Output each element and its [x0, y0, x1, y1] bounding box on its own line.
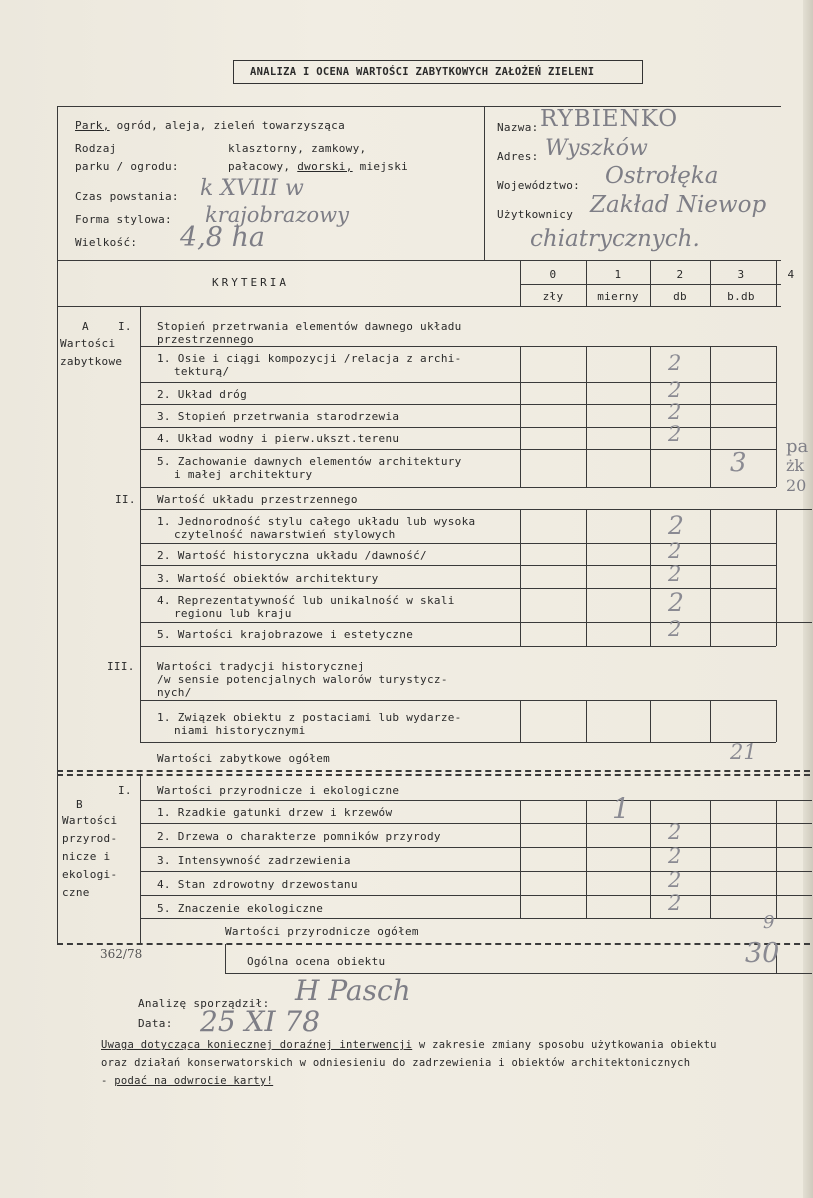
group3-title-2: /w sensie potencjalnych walorów turystycz- — [157, 673, 448, 686]
date-label: Data: — [138, 1017, 173, 1030]
a2-item-5: 5. Wartości krajobrazowe i estetyczne — [157, 628, 414, 641]
row-line — [140, 449, 776, 450]
grade-0-num: 0 — [549, 268, 557, 281]
sectionA-left-column-line — [140, 306, 141, 742]
margin-note-2: żk — [786, 456, 805, 475]
grade-4-num: 4 — [787, 268, 795, 281]
grid-v — [586, 509, 587, 646]
a1-item-3-score: 2 — [668, 400, 682, 424]
b-item-3-score: 2 — [668, 844, 682, 868]
b-item-5-score: 2 — [668, 891, 682, 915]
grid-v — [776, 700, 777, 742]
type-park-underlined: Park, — [75, 119, 110, 132]
grid-v — [520, 346, 521, 487]
group3-title-1: Wartości tradycji historycznej — [157, 660, 365, 673]
type-rest: ogród, aleja, zieleń towarzysząca — [116, 119, 346, 132]
row-line — [140, 823, 812, 824]
grid-v — [520, 800, 521, 918]
row-line — [140, 895, 812, 896]
palacowy-option: pałacowy, — [228, 160, 291, 173]
row-line — [140, 487, 776, 488]
grade-3-label: b.db — [727, 290, 755, 303]
a1-item-5-line1: 5. Zachowanie dawnych elementów architektury — [157, 455, 462, 468]
woj-value-handwritten: Ostrołęka — [605, 163, 719, 189]
a1-item-5-score: 3 — [730, 448, 747, 478]
nazwa-label: Nazwa: — [497, 121, 539, 134]
uzyt-value-1-handwritten: Zakład Niewop — [590, 192, 767, 218]
a2-item-2-score: 2 — [668, 539, 682, 563]
a2-item-4-line1: 4. Reprezentatywność lub unikalność w skali — [157, 594, 455, 607]
dworski-option-underlined: dworski, — [297, 160, 353, 173]
row-line — [140, 742, 776, 743]
a1-item-1-line2: tekturą/ — [174, 365, 230, 378]
grid-v — [710, 800, 711, 918]
grade-1-num: 1 — [614, 268, 622, 281]
grid-v — [586, 700, 587, 742]
signature-handwritten: H Pasch — [295, 974, 411, 1007]
grid-v — [520, 509, 521, 646]
row-line — [140, 871, 812, 872]
note-line-2: oraz działań konserwatorskich w odniesieniu do zadrzewienia i obiektów architektonicznych — [101, 1057, 691, 1069]
adres-value-handwritten: Wyszków — [545, 136, 648, 161]
a2-item-4-line2: regionu lub kraju — [174, 607, 292, 620]
grade-1-label: mierny — [597, 290, 639, 303]
sectionB-roman: I. — [118, 784, 132, 797]
rodzaj-label: Rodzaj — [75, 142, 117, 155]
sectionB-name-4: ekologi- — [62, 868, 118, 881]
group3-title-3: nych/ — [157, 686, 192, 699]
sectionB-name-3: nicze i — [62, 850, 111, 863]
adres-label: Adres: — [497, 150, 539, 163]
header-divider — [484, 106, 485, 260]
date-value-handwritten: 25 XI 78 — [200, 1005, 321, 1038]
sectionB-name-2: przyrod- — [62, 832, 118, 845]
row-line — [140, 646, 776, 647]
grid-v — [776, 800, 777, 918]
miejski-option: miejski — [359, 160, 409, 173]
sectionB-total-label: Wartości przyrodnicze ogółem — [225, 925, 419, 938]
sectionB-name-1: Wartości — [62, 814, 118, 827]
overall-label: Ogólna ocena obiektu — [247, 955, 386, 968]
note-line-3 — [101, 1075, 273, 1087]
columns-bottom-line — [57, 306, 781, 307]
sectionA-total-value: 21 — [730, 740, 757, 764]
grid-v — [710, 346, 711, 487]
czas-label: Czas powstania: — [75, 190, 179, 203]
group2-title: Wartość układu przestrzennego — [157, 493, 358, 506]
wielkosc-label: Wielkość: — [75, 236, 138, 249]
bottom-divider-dashed — [57, 943, 810, 945]
col-line-2 — [650, 260, 651, 306]
woj-label: Województwo: — [497, 179, 581, 192]
paper-edge — [803, 0, 813, 1198]
uzyt-label: Użytkownicy — [497, 208, 574, 221]
margin-note-3: 20 — [786, 476, 807, 495]
a1-item-1-line1: 1. Osie i ciągi kompozycji /relacja z archi- — [157, 352, 462, 365]
b-item-5: 5. Znaczenie ekologiczne — [157, 902, 324, 915]
row-line — [140, 700, 776, 701]
b-item-4: 4. Stan zdrowotny drzewostanu — [157, 878, 358, 891]
note-dash: - — [101, 1075, 115, 1087]
czas-value-handwritten: k XVIII w — [200, 176, 304, 201]
overall-value: 30 — [745, 938, 780, 969]
b-item-2: 2. Drzewa o charakterze pomników przyrody — [157, 830, 441, 843]
row-line — [140, 622, 812, 623]
page-title: ANALIZA I OCENA WARTOŚCI ZABYTKOWYCH ZAŁOŻEŃ ZIELENI — [250, 66, 595, 78]
sectionB-name-5: czne — [62, 886, 90, 899]
grade-0-label: zły — [542, 290, 564, 303]
row-line — [140, 918, 812, 919]
row-line — [140, 346, 776, 347]
forma-label: Forma stylowa: — [75, 213, 172, 226]
overall-box-left — [225, 944, 226, 974]
a1-item-3: 3. Stopień przetrwania starodrzewia — [157, 410, 400, 423]
a1-item-1-score: 2 — [668, 351, 682, 375]
grid-v — [650, 346, 651, 487]
a1-item-2-score: 2 — [668, 378, 682, 402]
b-item-1: 1. Rzadkie gatunki drzew i krzewów — [157, 806, 393, 819]
reference-number: 362/78 — [100, 947, 143, 961]
kryteria-header: KRYTERIA — [212, 276, 289, 289]
sectionA-roman3: III. — [107, 660, 135, 673]
grid-v — [710, 509, 711, 646]
row-line — [140, 509, 812, 510]
sectionB-group-title: Wartości przyrodnicze i ekologiczne — [157, 784, 400, 797]
margin-note-1: pa — [786, 436, 809, 457]
grid-v — [710, 700, 711, 742]
a2-item-1-line2: czytelność nawarstwień stylowych — [174, 528, 396, 541]
section-divider-dashed-2 — [57, 774, 810, 776]
grade-3-num: 3 — [737, 268, 745, 281]
type-line — [75, 119, 345, 132]
a2-item-5-score: 2 — [668, 617, 682, 641]
note-rest-1: w zakresie zmiany sposobu użytkowania obiektu — [412, 1039, 717, 1051]
forma-value-handwritten: krajobrazowy — [205, 203, 349, 227]
row-line — [140, 847, 812, 848]
a1-item-4-score: 2 — [668, 422, 682, 446]
a2-item-3: 3. Wartość obiektów architektury — [157, 572, 379, 585]
a2-item-4-score: 2 — [668, 588, 684, 617]
a2-item-1-score: 2 — [668, 511, 684, 540]
sectionB-total-value: 9 — [763, 912, 775, 933]
grid-v — [586, 346, 587, 487]
note-underlined-1: Uwaga dotycząca koniecznej doraźnej interwencji — [101, 1039, 413, 1051]
grid-v — [520, 700, 521, 742]
grid-v — [650, 700, 651, 742]
grid-v — [776, 509, 777, 646]
left-border — [57, 106, 58, 944]
grid-v — [650, 800, 651, 918]
rodzaj-options-1: klasztorny, zamkowy, — [228, 142, 367, 155]
row-line — [140, 800, 812, 801]
sectionA-name-2: zabytkowe — [60, 355, 123, 368]
a2-item-1-line1: 1. Jednorodność stylu całego układu lub wysoka — [157, 515, 476, 528]
sectionA-name-1: Wartości — [60, 337, 116, 350]
wielkosc-value-handwritten: 4,8 ha — [180, 222, 266, 253]
group1-title-1: Stopień przetrwania elementów dawnego układu — [157, 320, 462, 333]
rodzaj-options-2 — [228, 160, 408, 173]
nazwa-value-handwritten: RYBIENKO — [540, 106, 679, 132]
col-line-4 — [776, 260, 777, 306]
b-item-3: 3. Intensywność zadrzewienia — [157, 854, 351, 867]
col-line-0 — [520, 260, 521, 306]
a2-item-2: 2. Wartość historyczna układu /dawność/ — [157, 549, 427, 562]
grade-2-num: 2 — [676, 268, 684, 281]
grid-v — [776, 346, 777, 487]
col-line-1 — [586, 260, 587, 306]
columns-top-line — [57, 260, 781, 261]
analysis-label: Analizę sporządził: — [138, 997, 270, 1010]
a1-item-4: 4. Układ wodny i pierw.ukszt.terenu — [157, 432, 400, 445]
sectionA-total-label: Wartości zabytkowe ogółem — [157, 752, 331, 765]
grid-v — [586, 800, 587, 918]
sectionA-roman: I. — [118, 320, 132, 333]
group1-title-2: przestrzennego — [157, 333, 254, 346]
uzyt-value-2-handwritten: chiatrycznych. — [530, 226, 700, 252]
grade-2-label: db — [673, 290, 687, 303]
a1-item-5-line2: i małej architektury — [174, 468, 313, 481]
col-line-3 — [710, 260, 711, 306]
sectionA-roman2: II. — [115, 493, 136, 506]
a3-item-1-line2: niami historycznymi — [174, 724, 306, 737]
a1-item-2: 2. Układ dróg — [157, 388, 247, 401]
sectionA-letter: A — [82, 320, 89, 333]
grid-v — [650, 509, 651, 646]
sectionB-letter: B — [76, 798, 83, 811]
a3-item-1-line1: 1. Związek obiektu z postaciami lub wydarze- — [157, 711, 462, 724]
section-divider-dashed — [57, 770, 810, 772]
b-item-2-score: 2 — [668, 820, 682, 844]
note-underlined-3: podać na odwrocie karty! — [114, 1075, 274, 1087]
a2-item-3-score: 2 — [668, 562, 682, 586]
note-line-1 — [101, 1039, 717, 1051]
parku-label: parku / ogrodu: — [75, 160, 179, 173]
b-item-1-score: 1 — [612, 792, 630, 825]
b-item-4-score: 2 — [668, 868, 682, 892]
